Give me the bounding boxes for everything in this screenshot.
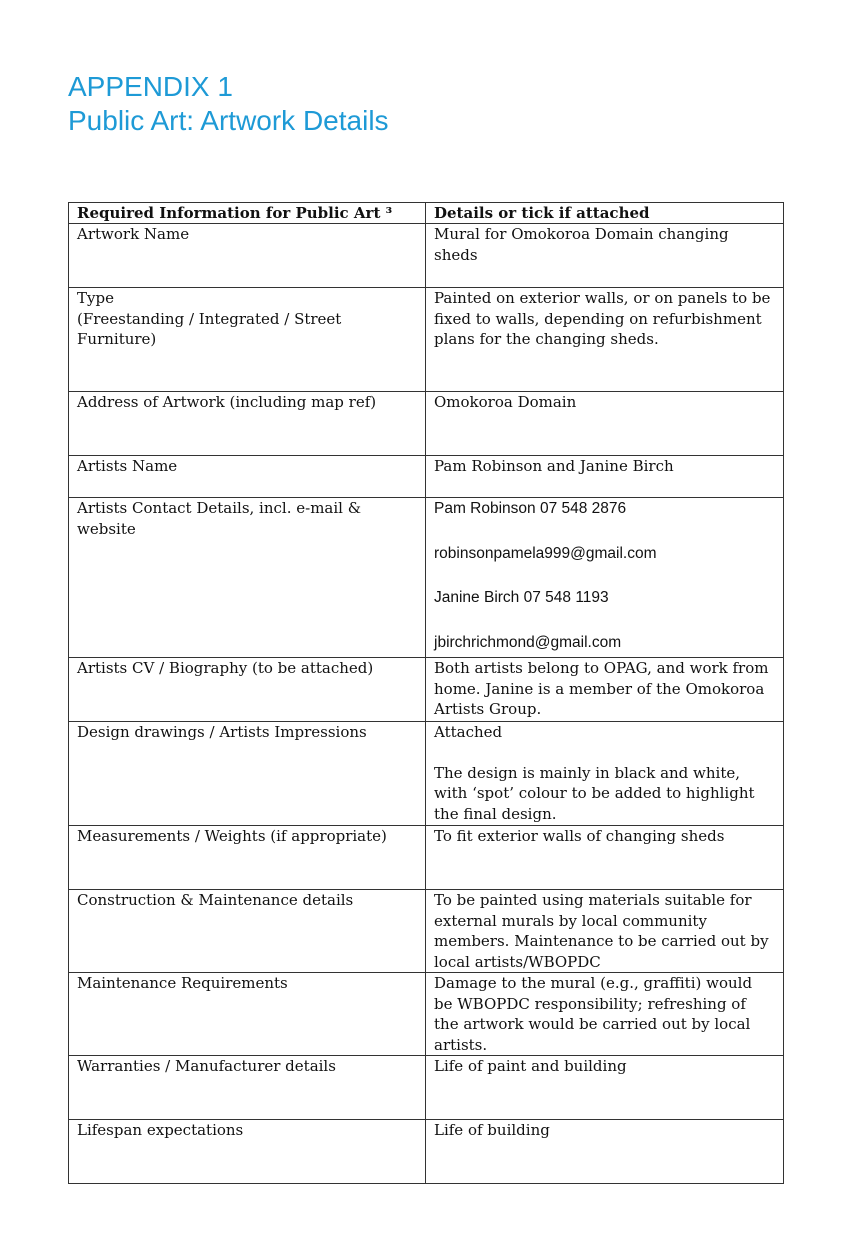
table-row	[69, 826, 784, 890]
row-label: Artists CV / Biography (to be attached)	[69, 658, 426, 722]
table-row	[69, 456, 784, 498]
contact-line: Pam Robinson 07 548 2876	[434, 500, 627, 517]
title-line-2: Public Art: Artwork Details	[68, 105, 389, 136]
header-details: Details or tick if attached	[426, 203, 784, 224]
artwork-details-table	[68, 202, 784, 1184]
row-value: Mural for Omokoroa Domain changing sheds	[426, 224, 784, 288]
table-row	[69, 722, 784, 826]
row-label-line: Type	[77, 289, 114, 307]
table-row	[69, 658, 784, 722]
row-label: Measurements / Weights (if appropriate)	[69, 826, 426, 890]
row-value	[426, 498, 784, 658]
row-label: Artists Name	[69, 456, 426, 498]
row-value: Life of paint and building	[426, 1056, 784, 1120]
table-row	[69, 392, 784, 456]
header-required-information: Required Information for Public Art ³	[69, 203, 426, 224]
table-row	[69, 1056, 784, 1120]
row-value: Damage to the mural (e.g., graffiti) would be WBOPDC responsibility; refreshing of the artwork would be carried out by local artists.	[426, 973, 784, 1056]
row-label: Design drawings / Artists Impressions	[69, 722, 426, 826]
email-line: robinsonpamela999@gmail.com	[434, 544, 657, 562]
title-line-1: APPENDIX 1	[68, 71, 233, 102]
row-value: To be painted using materials suitable for external murals by local community members. Maintenance to be carried out by local artists/WBOPDC	[426, 890, 784, 973]
row-value-line: Attached	[434, 723, 503, 741]
table-row	[69, 973, 784, 1056]
row-value: Omokoroa Domain	[426, 392, 784, 456]
table-row	[69, 288, 784, 392]
row-label: Lifespan expectations	[69, 1120, 426, 1184]
row-value: Painted on exterior walls, or on panels to be fixed to walls, depending on refurbishment plans for the changing sheds.	[426, 288, 784, 392]
row-label: Address of Artwork (including map ref)	[69, 392, 426, 456]
contact-line: Janine Birch 07 548 1193	[434, 589, 609, 606]
table-row	[69, 498, 784, 658]
table-row	[69, 1120, 784, 1184]
table-row	[69, 224, 784, 288]
row-value: Both artists belong to OPAG, and work from home. Janine is a member of the Omokoroa Artists Group.	[426, 658, 784, 722]
row-value	[426, 722, 784, 826]
row-value: Life of building	[426, 1120, 784, 1184]
table-header-row	[69, 203, 784, 224]
row-label	[69, 288, 426, 392]
row-label-line: (Freestanding / Integrated / Street Furniture)	[77, 309, 342, 348]
row-value: Pam Robinson and Janine Birch	[426, 456, 784, 498]
row-label: Warranties / Manufacturer details	[69, 1056, 426, 1120]
email-line: jbirchrichmond@gmail.com	[434, 633, 622, 651]
row-value-line: The design is mainly in black and white, with ‘spot’ colour to be added to highlight the final design.	[434, 763, 755, 823]
row-value: To fit exterior walls of changing sheds	[426, 826, 784, 890]
row-label: Artists Contact Details, incl. e-mail & website	[69, 498, 426, 658]
row-label: Maintenance Requirements	[69, 973, 426, 1056]
row-label: Construction & Maintenance details	[69, 890, 426, 973]
table-row	[69, 890, 784, 973]
page-title	[68, 70, 389, 138]
row-label: Artwork Name	[69, 224, 426, 288]
